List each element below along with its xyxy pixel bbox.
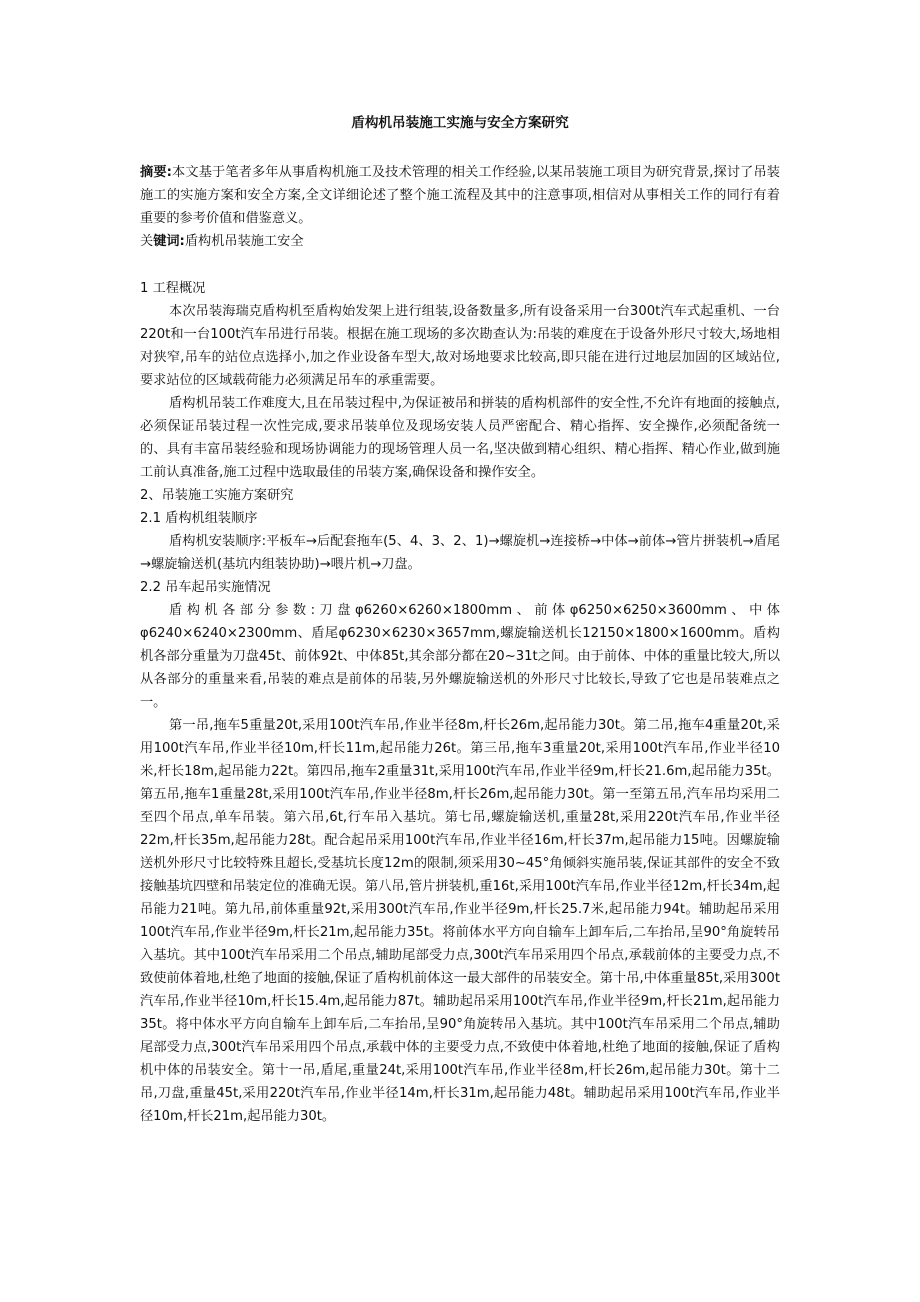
section-1-paragraph-2: 盾构机吊装工作难度大,且在吊装过程中,为保证被吊和拼装的盾构机部件的安全性,不允许有地面的接触点,必须保证吊装过程一次性完成,要求吊装单位及现场安装人员严密配合、精心指挥、安全操作,必须配备统一的、具有丰富吊装经验和现场协调能力的现场管理人员一名,坚决做到精心组织、精心指挥、精心作业,做到施工前认真准备,施工过程中选取最佳的吊装方案,确保设备和操作安全。 — [140, 396, 780, 480]
section-2-2-paragraph-1: 盾构机各部分参数:刀盘φ6260×6260×1800mm、前体φ6250×6250×3600mm、中体φ6240×6240×2300mm、盾尾φ6230×6230×3657mm,螺旋输送机长12150×1800×1600mm。盾构机各部分重量为刀盘45t、前体92t、中体85t,其余部分都在20~31t之间。由于前体、中体的重量比较大,所以从各部分的重量来看,吊装的难点是前体的吊装,另外螺旋输送机的外形尺寸比较长,导致了它也是吊装难点之一。 — [140, 603, 780, 710]
section-2-1-paragraph: 盾构机安装顺序:平板车→后配套拖车(5、4、3、2、1)→螺旋机→连接桥→中体→前体→管片拼装机→盾尾→螺旋输送机(基坑内组装协助)→喂片机→刀盘。 — [140, 534, 780, 572]
abstract-label: 摘要: — [140, 165, 172, 180]
section-1-paragraph-1: 本次吊装海瑞克盾构机至盾构始发架上进行组装,设备数量多,所有设备采用一台300t汽车式起重机、一台220t和一台100t汽车吊进行吊装。根据在施工现场的多次勘查认为:吊装的难度在于设备外形尺寸较大,场地相对狭窄,吊车的站位点选择小,加之作业设备车型大,故对场地要求比较高,即只能在进行过地层加固的区域站位,要求站位的区域载荷能力必须满足吊车的承重需要。 — [140, 304, 780, 388]
abstract-paragraph — [140, 161, 780, 230]
document-title: 盾构机吊装施工实施与安全方案研究 — [351, 115, 569, 131]
section-2-1-heading: 2.1 盾构机组装顺序 — [140, 511, 258, 526]
section-2-2-paragraph-2: 第一吊,拖车5重量20t,采用100t汽车吊,作业半径8m,杆长26m,起吊能力30t。第二吊,拖车4重量20t,采用100t汽车吊,作业半径10m,杆长11m,起吊能力26t。第三吊,拖车3重量20t,采用100t汽车吊,作业半径10米,杆长18m,起吊能力22t。第四吊,拖车2重量31t,采用100t汽车吊,作业半径9m,杆长21.6m,起吊能力35t。第五吊,拖车1重量28t,采用100t汽车吊,作业半径8m,杆长26m,起吊能力30t。第一至第五吊,汽车吊均采用二至四个吊点,单车吊装。第六吊,6t,行车吊入基坑。第七吊,螺旋输送机,重量28t,采用220t汽车吊,作业半径22m,杆长35m,起吊能力28t。配合起吊采用100t汽车吊,作业半径16m,杆长37m,起吊能力15吨。因螺旋输送机外形尺寸比较特殊且超长,受基坑长度12m的限制,须采用30~45°角倾斜实施吊装,保证其部件的安全不致接触基坑四壁和吊装定位的准确无误。第八吊,管片拼装机,重16t,采用100t汽车吊,作业半径12m,杆长34m,起吊能力21吨。第九吊,前体重量92t,采用300t汽车吊,作业半径9m,杆长25.7米,起吊能力94t。辅助起吊采用100t汽车吊,作业半径9m,杆长21m,起吊能力35t。将前体水平方向自输车上卸车后,二车抬吊,呈90°角旋转吊入基坑。其中100t汽车吊采用二个吊点,辅助尾部受力点,300t汽车吊采用四个吊点,承载前体的主要受力点,不致使前体着地,杜绝了地面的接触,保证了盾构机前体这一最大部件的吊装安全。第十吊,中体重量85t,采用300t汽车吊,作业半径10m,杆长15.4m,起吊能力87t。辅助起吊采用100t汽车吊,作业半径9m,杆长21m,起吊能力35t。将中体水平方向自输车上卸车后,二车抬吊,呈90°角旋转吊入基坑。其中100t汽车吊采用二个吊点,辅助尾部受力点,300t汽车吊采用四个吊点,承载中体的主要受力点,不致使中体着地,杜绝了地面的接触,保证了盾构机中体的吊装安全。第十一吊,盾尾,重量24t,采用100t汽车吊,作业半径8m,杆长26m,起吊能力30t。第十二吊,刀盘,重量45t,采用220t汽车吊,作业半径14m,杆长31m,起吊能力48t。辅助起吊采用100t汽车吊,作业半径10m,杆长21m,起吊能力30t。 — [140, 718, 780, 1124]
document-page — [140, 112, 780, 1128]
keywords-prefix: 关 — [140, 234, 154, 249]
section-1-heading: 1 工程概况 — [140, 281, 206, 296]
keywords-label: 键词: — [153, 234, 185, 249]
section-2-heading: 2、吊装施工实施方案研究 — [140, 488, 294, 503]
keywords-text: 盾构机吊装施工安全 — [184, 234, 304, 249]
keywords-line — [140, 230, 780, 253]
abstract-text: 本文基于笔者多年从事盾构机施工及技术管理的相关工作经验,以某吊装施工项目为研究背景,探讨了吊装施工的实施方案和安全方案,全文详细论述了整个施工流程及其中的注意事项,相信对从事相关工作的同行有着重要的参考价值和借鉴意义。 — [140, 165, 780, 226]
section-2-2-heading: 2.2 吊车起吊实施情况 — [140, 580, 271, 595]
